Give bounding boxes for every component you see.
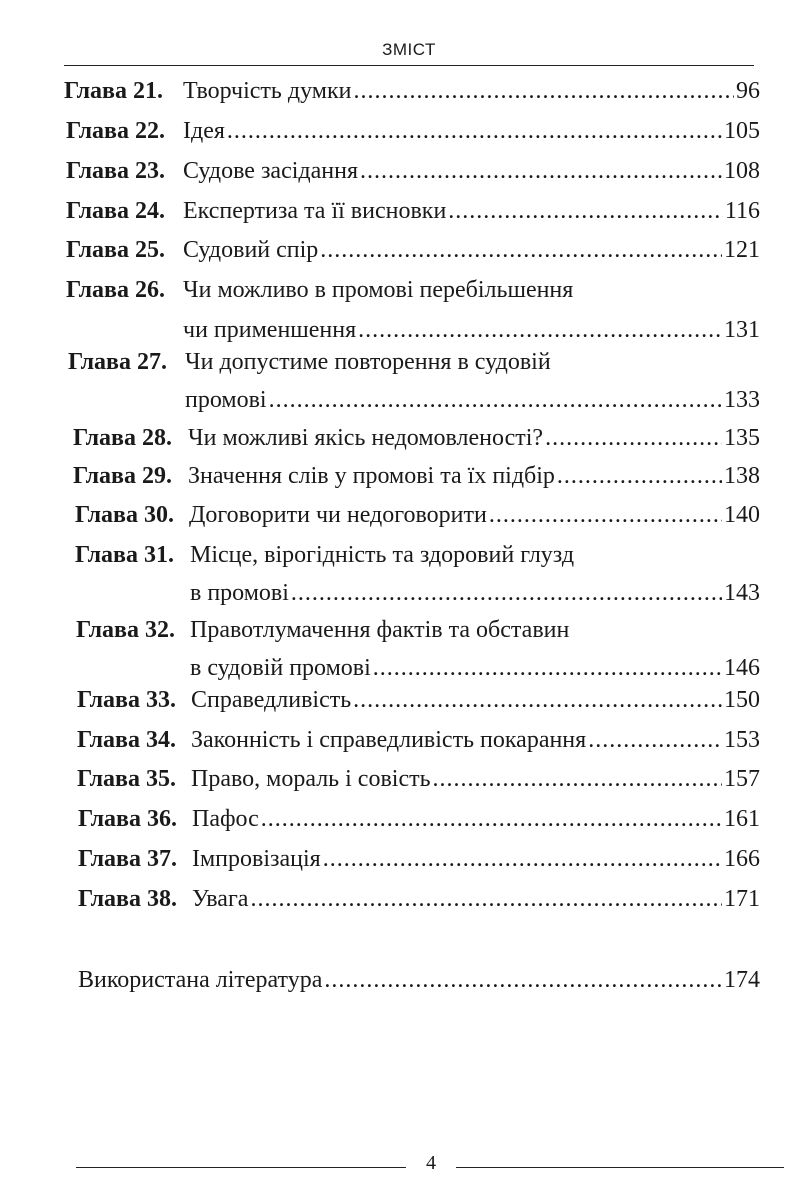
chapter-label: Глава 29.: [73, 463, 172, 489]
dot-leader: [323, 844, 722, 874]
chapter-label: Глава 26.: [66, 277, 165, 303]
page-ref: 138: [724, 463, 760, 489]
page-ref: 135: [724, 425, 760, 451]
page-ref: 143: [724, 580, 760, 606]
chapter-label: Глава 24.: [66, 198, 165, 224]
toc-line: [183, 196, 760, 226]
toc-line: [188, 461, 760, 491]
dot-leader: [360, 156, 722, 186]
toc-line: [183, 76, 760, 106]
chapter-title: Використана література: [78, 967, 323, 993]
chapter-label: Глава 21.: [64, 78, 163, 104]
page-ref: 96: [736, 78, 760, 104]
page-number: 4: [426, 1152, 436, 1174]
dot-leader: [227, 116, 722, 146]
chapter-title: Увага: [192, 886, 249, 912]
chapter-title-line: Місце, вірогідність та здоровий глузд: [190, 542, 575, 568]
chapter-label: Глава 28.: [73, 425, 172, 451]
dot-leader: [373, 653, 722, 683]
dot-leader: [358, 315, 722, 345]
chapter-title: Договорити чи недоговорити: [189, 502, 487, 528]
dot-leader: [489, 500, 722, 530]
dot-leader: [320, 235, 722, 265]
chapter-label: Глава 36.: [78, 806, 177, 832]
toc-line: [183, 156, 760, 186]
page-ref: 131: [724, 317, 760, 343]
dot-leader: [353, 76, 734, 106]
dot-leader: [269, 385, 722, 415]
chapter-title: Чи можливі якісь недомовленості?: [188, 425, 544, 451]
page-ref: 105: [724, 118, 760, 144]
chapter-title: Експертиза та її висновки: [183, 198, 447, 224]
toc-line: [191, 764, 760, 794]
chapter-label: Глава 38.: [78, 886, 177, 912]
page-ref: 140: [724, 502, 760, 528]
chapter-label: Глава 22.: [66, 118, 165, 144]
dot-leader: [250, 884, 722, 914]
dot-leader: [433, 764, 722, 794]
page-ref: 108: [724, 158, 760, 184]
chapter-title: Судове засідання: [183, 158, 358, 184]
page-ref: 166: [724, 846, 760, 872]
toc-line: [188, 423, 760, 453]
toc-line: [192, 804, 760, 834]
footer-rule-left: [76, 1167, 406, 1168]
page-ref: 174: [724, 967, 760, 993]
page-ref: 146: [724, 655, 760, 681]
chapter-title: Справедливість: [191, 687, 352, 713]
page-footer: [64, 1150, 784, 1180]
chapter-title: Законність і справедливість покарання: [191, 727, 587, 753]
dot-leader: [261, 804, 722, 834]
chapter-title: Ідея: [183, 118, 225, 144]
page-ref: 153: [724, 727, 760, 753]
toc-line: [185, 385, 760, 415]
chapter-label: Глава 31.: [75, 542, 174, 568]
chapter-title: Творчість думки: [183, 78, 352, 104]
page-ref: 157: [724, 766, 760, 792]
chapter-title: Імпровізація: [192, 846, 321, 872]
running-head: [64, 38, 754, 70]
chapter-title: чи применшення: [183, 317, 357, 343]
dot-leader: [324, 965, 722, 995]
toc-line: [78, 965, 760, 995]
chapter-title: в судовій промові: [190, 655, 371, 681]
chapter-title: в промові: [190, 580, 289, 606]
chapter-label: Глава 34.: [77, 727, 176, 753]
chapter-title: Судовий спір: [183, 237, 319, 263]
dot-leader: [557, 461, 722, 491]
chapter-label: Глава 27.: [68, 349, 167, 375]
toc-line: [191, 725, 760, 755]
chapter-title-line: Чи допустиме повторення в судовій: [185, 349, 551, 375]
running-head-title: ЗМІСТ: [382, 40, 436, 59]
toc-line: [190, 653, 760, 683]
chapter-label: Глава 37.: [78, 846, 177, 872]
toc-line: [183, 116, 760, 146]
page-ref: 133: [724, 387, 760, 413]
running-head-rule: [64, 65, 754, 66]
chapter-title: промові: [185, 387, 267, 413]
dot-leader: [291, 578, 722, 608]
chapter-label: Глава 33.: [77, 687, 176, 713]
page-ref: 171: [724, 886, 760, 912]
page-ref: 116: [724, 198, 760, 224]
chapter-label: Глава 25.: [66, 237, 165, 263]
toc-line: [183, 315, 760, 345]
chapter-label: Глава 30.: [75, 502, 174, 528]
toc-line: [192, 844, 760, 874]
page-ref: 161: [724, 806, 760, 832]
page-ref: 121: [724, 237, 760, 263]
chapter-label: Глава 35.: [77, 766, 176, 792]
chapter-label: Глава 32.: [76, 617, 175, 643]
toc-line: [183, 235, 760, 265]
toc-line: [191, 685, 760, 715]
chapter-title: Значення слів у промові та їх підбір: [188, 463, 555, 489]
toc-line: [192, 884, 760, 914]
chapter-title-line: Правотлумачення фактів та обставин: [190, 617, 570, 643]
page-ref: 150: [724, 687, 760, 713]
toc-line: [189, 500, 760, 530]
chapter-title: Право, мораль і совість: [191, 766, 431, 792]
chapter-label: Глава 23.: [66, 158, 165, 184]
dot-leader: [588, 725, 722, 755]
chapter-title-line: Чи можливо в промові перебільшення: [183, 277, 574, 303]
dot-leader: [545, 423, 722, 453]
toc-line: [190, 578, 760, 608]
footer-rule-right: [456, 1167, 784, 1168]
dot-leader: [448, 196, 723, 226]
dot-leader: [353, 685, 722, 715]
chapter-title: Пафос: [192, 806, 259, 832]
